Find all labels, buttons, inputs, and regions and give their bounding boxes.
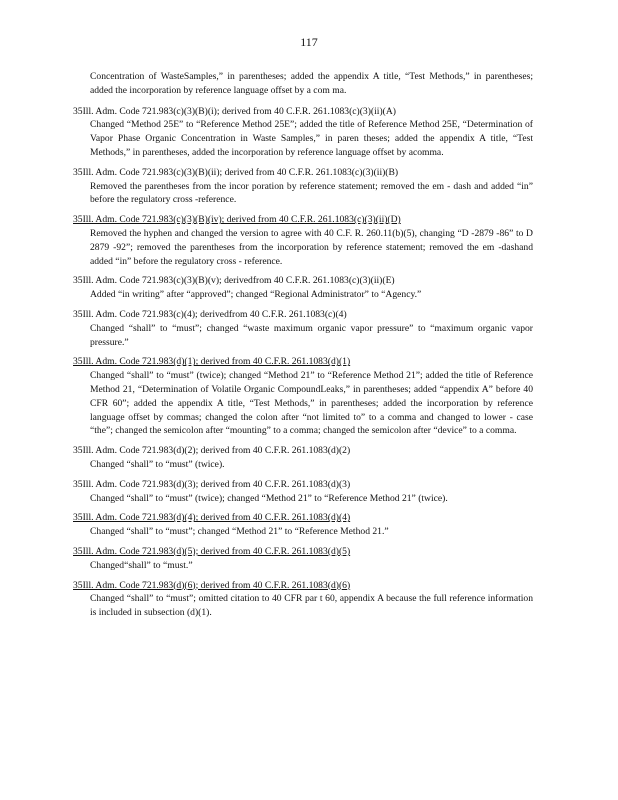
entry	[73, 511, 533, 539]
entry-citation: 35Ill. Adm. Code 721.983(d)(3); derived from 40 C.F.R. 261.1083(d)(3)	[73, 478, 351, 490]
entry	[73, 105, 533, 160]
entry-citation: 35Ill. Adm. Code 721.983(c)(3)(B)(v); derivedfrom 40 C.F.R. 261.1083(c)(3)(ii)(E)	[73, 275, 395, 287]
entry-citation: 35Ill. Adm. Code 721.983(d)(5); derived from 40 C.F.R. 261.1083(d)(5)	[73, 545, 351, 557]
entry-description: Changed “shall” to “must”; changed “Method 21” to “Reference Method 21.”	[90, 526, 389, 538]
entry-description: Removed the parentheses from the incor poration by reference statement; removed the em - dash and added “in” before the regulatory cross -reference.	[90, 180, 533, 206]
entry-citation: 35Ill. Adm. Code 721.983(d)(1); derived from 40 C.F.R. 261.1083(d)(1)	[73, 356, 351, 368]
entry-description: Changed“shall” to “must.”	[90, 559, 193, 571]
entry-description: Changed “shall” to “must” (twice); changed “Method 21” to “Reference Method 21” (twice).	[90, 492, 448, 504]
entry	[73, 166, 533, 207]
entry	[73, 478, 533, 506]
entry-citation: 35Ill. Adm. Code 721.983(c)(3)(B)(iv); derived from 40 C.F.R. 261.1083(c)(3)(ii)(D)	[73, 214, 401, 226]
entry-description: Removed the hyphen and changed the version to agree with 40 C.F. R. 260.11(b)(5), changing “D -2879 -86” to D 2879 -92”; removed the parentheses from the incorporation by reference statement; removed the em -dashand added “in” before the regulatory cross - reference.	[90, 227, 533, 267]
intro-paragraph: Concentration of WasteSamples,” in parentheses; added the appendix A title, “Test Methods,” in parentheses; added the incorporation by reference language offset by a com ma.	[90, 71, 533, 96]
entry-citation: 35Ill. Adm. Code 721.983(c)(3)(B)(i); derived from 40 C.F.R. 261.1083(c)(3)(ii)(A)	[73, 105, 396, 117]
entry	[73, 274, 533, 302]
page-number: 117	[300, 35, 318, 49]
entry	[73, 444, 533, 472]
entry-citation: 35Ill. Adm. Code 721.983(d)(4); derived from 40 C.F.R. 261.1083(d)(4)	[73, 512, 351, 524]
document-body	[73, 70, 533, 626]
entry-description: Changed “Method 25E” to “Reference Method 25E”; added the title of Reference Method 25E, “Determination of Vapor Phase Organic Concentration in Waste Samples,” in paren theses; added the appendix A title, “Test Methods,” in parentheses, added the incorporation by reference language offset by acomma.	[90, 119, 533, 158]
entry-description: Changed “shall” to “must” (twice).	[90, 458, 225, 470]
entry-description: Changed “shall” to “must”; changed “waste maximum organic vapor pressure” to “maximum organic vapor pressure.”	[90, 322, 533, 348]
entry-citation: 35Ill. Adm. Code 721.983(d)(2); derived from 40 C.F.R. 261.1083(d)(2)	[73, 445, 351, 457]
entry-citation: 35Ill. Adm. Code 721.983(c)(4); derivedfrom 40 C.F.R. 261.1083(c)(4)	[73, 308, 347, 320]
entry	[73, 355, 533, 438]
entry	[73, 579, 533, 620]
entry-description: Added “in writing” after “approved”; changed “Regional Administrator” to “Agency.”	[90, 289, 422, 301]
entry	[73, 545, 533, 573]
entry-description: Changed “shall” to “must” (twice); changed “Method 21” to “Reference Method 21”; added the title of Reference Method 21, “Determination of Volatile Organic CompoundLeaks,” in parentheses; added “appendix A” before 40 CFR 60”; added the appendix A title, “Test Methods,” in parentheses; added the incorporation by reference language offset by commas; changed the colon after “not limited to” to a comma and changed to lower - case “the”; changed the semicolon after “mounting” to a comma; changed the semicolon after “device” to a comma.	[90, 370, 533, 437]
entry-description: Changed “shall” to “must”; omitted citation to 40 CFR par t 60, appendix A because the full reference information is included in subsection (d)(1).	[90, 593, 533, 619]
entry-citation: 35Ill. Adm. Code 721.983(c)(3)(B)(ii); derived from 40 C.F.R. 261.1083(c)(3)(ii)(B)	[73, 166, 399, 178]
entry-citation: 35Ill. Adm. Code 721.983(d)(6); derived from 40 C.F.R. 261.1083(d)(6)	[73, 579, 351, 591]
entry	[73, 308, 533, 349]
entry	[73, 213, 533, 268]
